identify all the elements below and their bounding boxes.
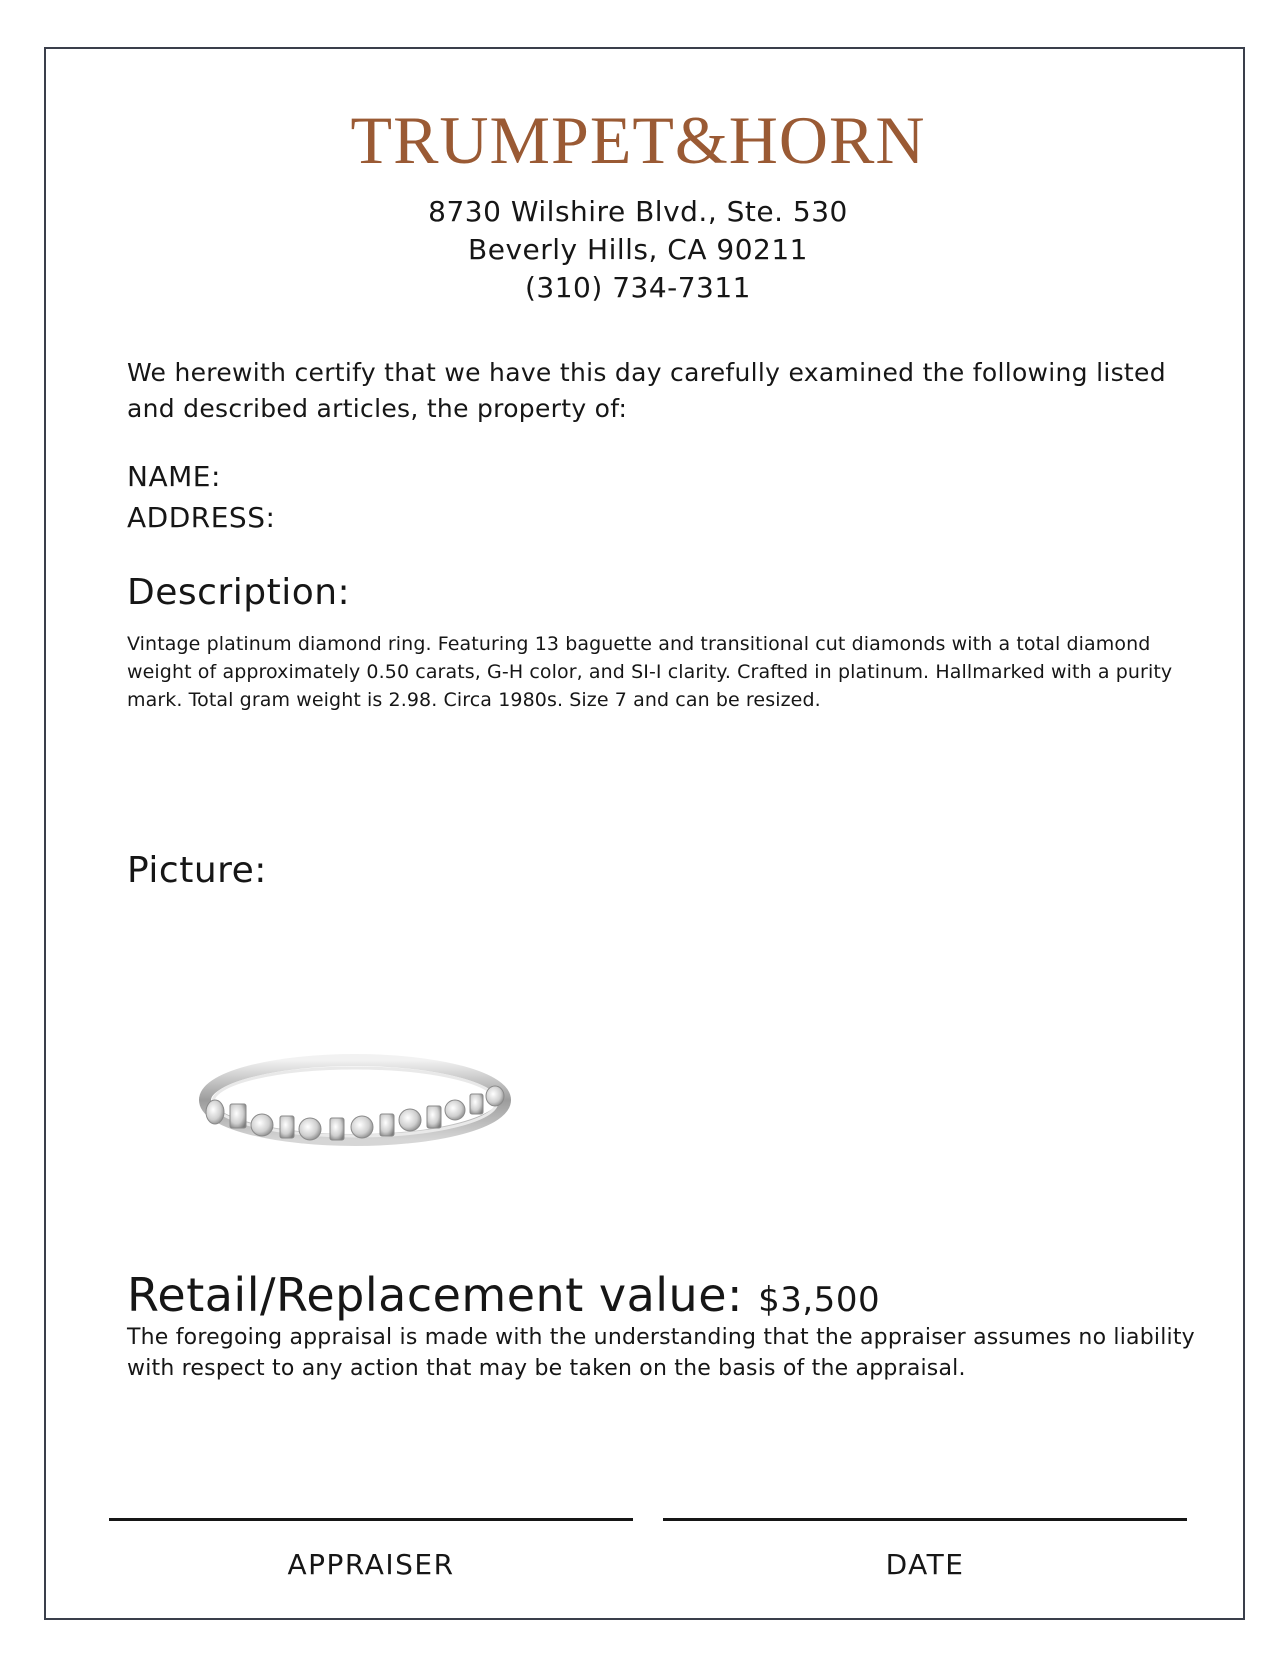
address-line-1: 8730 Wilshire Blvd., Ste. 530	[428, 195, 848, 228]
diamond-ring-photo	[190, 1030, 520, 1170]
appraiser-label: APPRAISER	[287, 1548, 455, 1581]
appraiser-signature-line	[109, 1518, 633, 1521]
date-label: DATE	[885, 1548, 965, 1581]
brand-logo	[0, 102, 1276, 178]
description-text: Vintage platinum diamond ring. Featuring 13 baguette and transitional cut diamonds with a total diamond weight of approximately 0.50 carats, G-H color, and SI-I clarity. Crafted in platinum. Hallmarked with a purity mark. Total gram weight is 2.98. Circa 1980s. Size 7 and can be resized.	[127, 633, 1173, 711]
address-line-2: Beverly Hills, CA 90211	[468, 233, 808, 266]
phone-number: (310) 734-7311	[525, 271, 751, 304]
value-amount: $3,500	[758, 1280, 881, 1320]
value-label: Retail/Replacement value:	[127, 1268, 744, 1322]
address-label: ADDRESS:	[127, 501, 276, 534]
disclaimer-text: The foregoing appraisal is made with the understanding that the appraiser assumes no liability with respect to any action that may be taken on the basis of the appraisal.	[127, 1325, 1195, 1381]
description-heading: Description:	[127, 572, 351, 613]
brand-name: TRUMPET&HORN	[350, 102, 926, 178]
date-signature-line	[663, 1518, 1187, 1521]
name-label: NAME:	[127, 460, 221, 493]
valuation-line	[127, 1268, 880, 1322]
picture-heading: Picture:	[127, 850, 267, 891]
certification-statement: We herewith certify that we have this day carefully examined the following listed and described articles, the property of:	[127, 358, 1166, 423]
